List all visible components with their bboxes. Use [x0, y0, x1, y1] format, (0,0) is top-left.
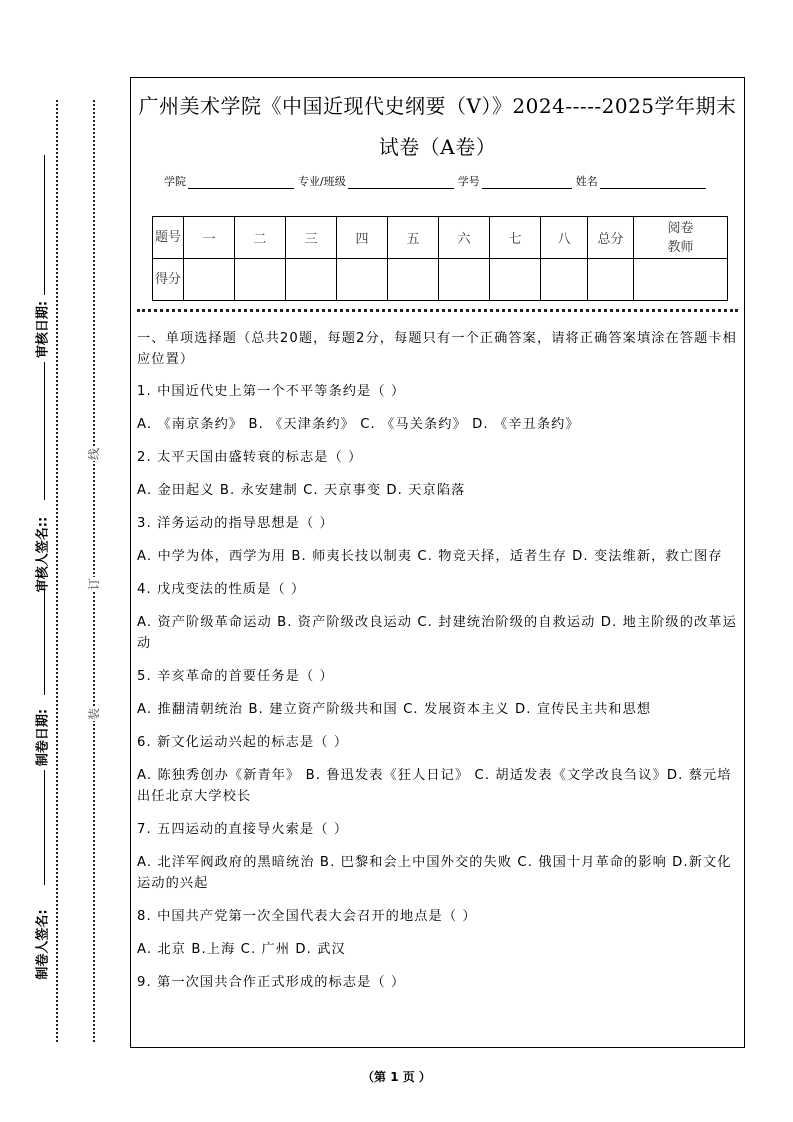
exam-title: 广州美术学院《中国近现代史纲要（V）》2024-----2025学年期末 [138, 94, 737, 118]
col-header-8: 八 [541, 217, 588, 259]
question-1-stem: 1. 中国近代史上第一个不平等条约是（ ） [137, 384, 406, 399]
score-cell-grader[interactable] [634, 259, 728, 301]
col-header-6: 六 [439, 217, 490, 259]
question-8-options: A. 北京 B.上海 C. 广州 D. 武汉 [137, 942, 346, 957]
score-cell-4[interactable] [337, 259, 388, 301]
question-6-options: A. 陈独秀创办《新青年》 B. 鲁迅发表《狂人日记》 C. 胡适发表《文学改良刍议》D. 蔡元培出任北京大学校长 [137, 768, 732, 804]
question-number-header: 题号 [153, 217, 184, 259]
score-cell-1[interactable] [184, 259, 235, 301]
col-header-5: 五 [388, 217, 439, 259]
signature-line-review-date [44, 155, 45, 295]
prep-date-label: 制卷日期: [35, 708, 51, 767]
score-cell-3[interactable] [286, 259, 337, 301]
exam-page-frame [130, 77, 745, 1048]
col-header-2: 二 [235, 217, 286, 259]
binding-dotted-line-inner [93, 100, 95, 1042]
question-2-options: A. 金田起义 B. 永安建制 C. 天京事变 D. 天京陷落 [137, 483, 466, 498]
name-label: 姓名 [575, 175, 598, 188]
binding-mark-bind: 装 [87, 708, 101, 721]
college-field[interactable] [188, 176, 294, 189]
major-class-field[interactable] [348, 176, 454, 189]
student-info-row [164, 173, 710, 189]
preparer-signature-label: 制卷人签名: [35, 909, 51, 980]
question-4-stem: 4. 戊戌变法的性质是（ ） [137, 582, 306, 597]
binding-mark-staple: 订 [87, 578, 101, 591]
col-header-1: 一 [184, 217, 235, 259]
question-2-stem: 2. 太平天国由盛转衰的标志是（ ） [137, 450, 363, 465]
question-4-options: A. 资产阶级革命运动 B. 资产阶级改良运动 C. 封建统治阶级的自救运动 D. 地主阶级的改革运动 [137, 615, 737, 651]
question-9-stem: 9. 第一次国共合作正式形成的标志是（ ） [137, 975, 406, 990]
question-1-options: A. 《南京条约》 B. 《天津条约》 C. 《马关条约》 D. 《辛丑条约》 [137, 417, 580, 432]
binding-dotted-line-outer [56, 100, 58, 1042]
col-header-4: 四 [337, 217, 388, 259]
col-header-3: 三 [286, 217, 337, 259]
question-6-stem: 6. 新文化运动兴起的标志是（ ） [137, 735, 349, 750]
question-7-options: A. 北洋军阀政府的黑暗统治 B. 巴黎和会上中国外交的失败 C. 俄国十月革命的影响 D.新文化运动的兴起 [137, 855, 732, 891]
score-cell-5[interactable] [388, 259, 439, 301]
name-field[interactable] [600, 176, 706, 189]
score-cell-6[interactable] [439, 259, 490, 301]
review-date-label: 审核日期: [35, 300, 51, 359]
student-id-label: 学号 [457, 175, 480, 188]
section-divider [137, 309, 738, 312]
question-5-options: A. 推翻清朝统治 B. 建立资产阶级共和国 C. 发展资本主义 D. 宣传民主共和思想 [137, 702, 652, 717]
score-cell-7[interactable] [490, 259, 541, 301]
score-table [152, 216, 728, 301]
signature-line-reviewer [44, 362, 45, 500]
student-id-field[interactable] [482, 176, 572, 189]
page-number: （第 1 页 ） [362, 1070, 431, 1084]
exam-subtitle: 试卷（A卷） [378, 135, 497, 159]
question-3-options: A. 中学为体，西学为用 B. 师夷长技以制夷 C. 物竞天择，适者生存 D. 变法维新，救亡图存 [137, 549, 723, 564]
score-cell-8[interactable] [541, 259, 588, 301]
score-cell-total[interactable] [588, 259, 634, 301]
signature-line-preparer [44, 770, 45, 885]
score-table-score-row [153, 259, 728, 301]
col-header-grader: 阅卷教师 [634, 217, 728, 259]
score-cell-2[interactable] [235, 259, 286, 301]
question-7-stem: 7. 五四运动的直接导火索是（ ） [137, 822, 349, 837]
reviewer-signature-label: 审核人签名:: [35, 516, 51, 593]
col-header-7: 七 [490, 217, 541, 259]
question-3-stem: 3. 洋务运动的指导思想是（ ） [137, 516, 334, 531]
binding-mark-line: 线 [87, 448, 101, 461]
section-heading: 一、单项选择题（总共20题，每题2分，每题只有一个正确答案，请将正确答案填涂在答题卡相应位置） [137, 331, 737, 367]
score-row-header: 得分 [153, 259, 184, 301]
question-section [137, 328, 738, 1005]
signature-line-prep-date [44, 590, 45, 695]
col-header-total: 总分 [588, 217, 634, 259]
question-8-stem: 8. 中国共产党第一次全国代表大会召开的地点是（ ） [137, 909, 477, 924]
major-class-label: 专业/班级 [298, 175, 346, 188]
score-table-header-row [153, 217, 728, 259]
college-label: 学院 [164, 175, 186, 188]
question-5-stem: 5. 辛亥革命的首要任务是（ ） [137, 669, 334, 684]
